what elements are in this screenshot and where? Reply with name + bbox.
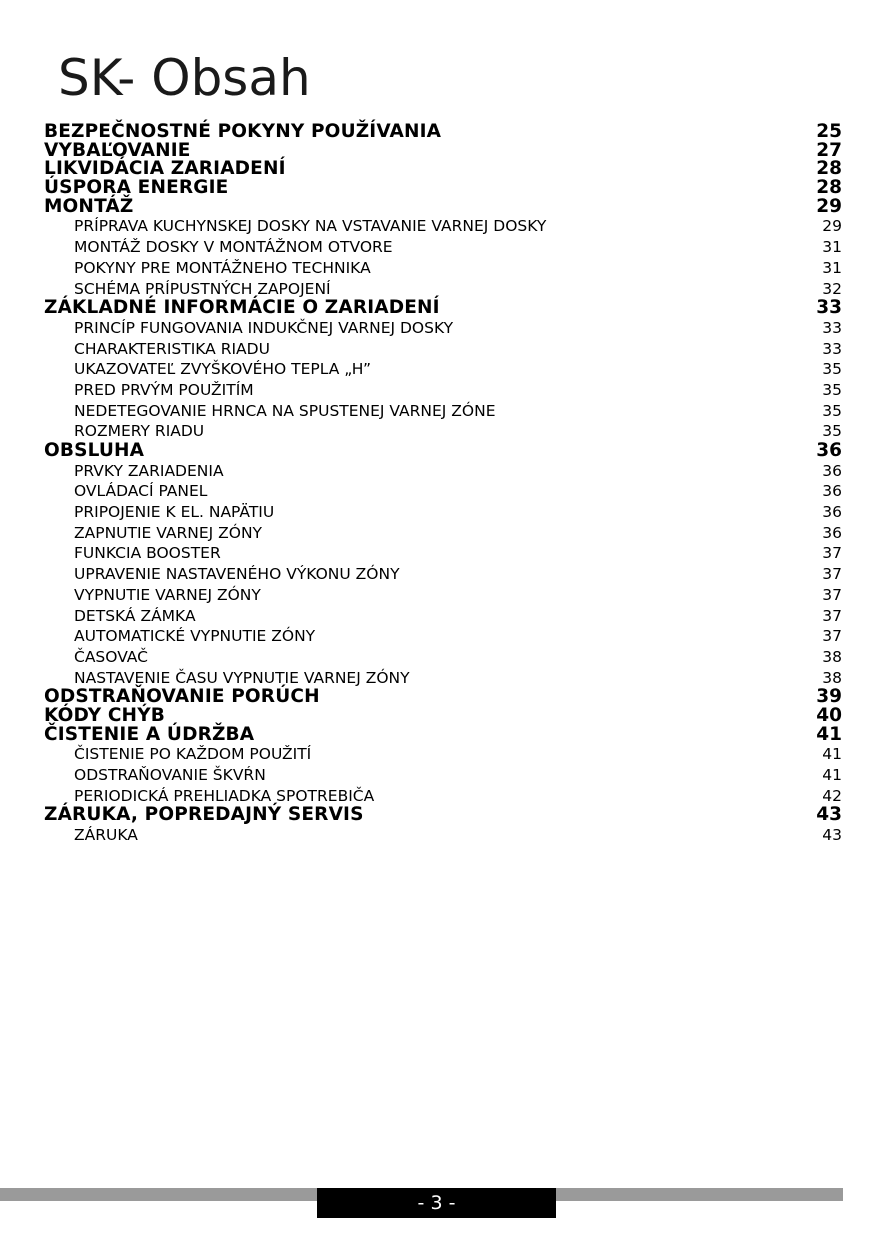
toc-entry-page: 37 <box>822 544 842 563</box>
toc-entry-label: ODSTRAŇOVANIE PORÚCH <box>44 686 320 708</box>
toc-entry-label: ZAPNUTIE VARNEJ ZÓNY <box>74 523 263 542</box>
toc-section <box>44 481 842 502</box>
toc-entry-page: 37 <box>822 627 842 646</box>
toc-section <box>44 339 842 360</box>
toc-entry-page: 36 <box>822 523 842 542</box>
toc-entry-page: 28 <box>816 177 842 199</box>
toc-chapter <box>44 195 842 217</box>
toc-entry-label: DETSKÁ ZÁMKA <box>74 606 196 625</box>
toc-entry-page: 40 <box>816 704 842 726</box>
toc-entry-label: PRVKY ZARIADENIA <box>74 461 224 480</box>
toc-entry-page: 41 <box>822 745 842 764</box>
toc-entry-page: 29 <box>822 217 842 236</box>
toc-entry-label: LIKVIDÁCIA ZARIADENÍ <box>44 158 286 180</box>
toc-entry-label: MONTÁŽ <box>44 195 134 217</box>
toc-entry-label: ČISTENIE A ÚDRŽBA <box>44 723 255 745</box>
toc-entry-label: ČISTENIE PO KAŽDOM POUŽITÍ <box>74 745 312 764</box>
toc-section <box>44 502 842 523</box>
toc-section <box>44 401 842 422</box>
table-of-contents <box>44 123 842 846</box>
toc-entry-page: 38 <box>822 647 842 666</box>
toc-entry-page: 42 <box>822 786 842 805</box>
toc-entry-label: ZÁKLADNÉ INFORMÁCIE O ZARIADENÍ <box>44 297 440 319</box>
toc-section <box>44 523 842 544</box>
toc-section <box>44 744 842 765</box>
toc-chapter <box>44 123 842 142</box>
toc-entry-page: 37 <box>822 565 842 584</box>
toc-entry-page: 43 <box>822 826 842 845</box>
footer-page-number: - 3 - <box>317 1188 556 1218</box>
toc-entry-page: 41 <box>822 766 842 784</box>
toc-entry-page: 37 <box>822 606 842 625</box>
toc-entry-page: 35 <box>822 401 842 420</box>
toc-section <box>44 237 842 258</box>
toc-entry-label: UPRAVENIE NASTAVENÉHO VÝKONU ZÓNY <box>74 565 400 584</box>
toc-entry-label: ÚSPORA ENERGIE <box>44 177 229 199</box>
toc-entry-page: 36 <box>822 503 842 522</box>
toc-entry-page: 36 <box>816 440 842 461</box>
toc-entry-page: 35 <box>822 380 842 399</box>
toc-section <box>44 585 842 606</box>
toc-chapter <box>44 806 842 825</box>
toc-section <box>44 606 842 627</box>
toc-entry-page: 33 <box>822 339 842 358</box>
toc-section <box>44 825 842 846</box>
toc-entry-label: PERIODICKÁ PREHLIADKA SPOTREBIČA <box>74 786 375 805</box>
toc-section <box>44 765 842 786</box>
toc-entry-label: SCHÉMA PRÍPUSTNÝCH ZAPOJENÍ <box>74 279 331 298</box>
toc-entry-page: 35 <box>822 422 842 441</box>
toc-entry-label: VYPNUTIE VARNEJ ZÓNY <box>74 585 261 604</box>
toc-entry-page: 36 <box>822 482 842 501</box>
toc-entry-page: 25 <box>816 121 842 142</box>
toc-section <box>44 421 842 442</box>
toc-entry-label: NEDETEGOVANIE HRNCA NA SPUSTENEJ VARNEJ ZÓNE <box>74 401 496 420</box>
toc-entry-page: 35 <box>822 360 842 379</box>
toc-entry-page: 33 <box>816 297 842 319</box>
toc-entry-label: PRINCÍP FUNGOVANIA INDUKČNEJ VARNEJ DOSKY <box>74 318 454 337</box>
toc-entry-label: UKAZOVATEĽ ZVYŠKOVÉHO TEPLA „H” <box>74 360 371 379</box>
toc-entry-label: PRÍPRAVA KUCHYNSKEJ DOSKY NA VSTAVANIE VARNEJ DOSKY <box>74 217 547 236</box>
toc-entry-label: NASTAVENIE ČASU VYPNUTIE VARNEJ ZÓNY <box>74 668 410 687</box>
toc-entry-page: 28 <box>816 158 842 180</box>
toc-entry-label: POKYNY PRE MONTÁŽNEHO TECHNIKA <box>74 258 371 277</box>
toc-entry-label: ROZMERY RIADU <box>74 422 205 441</box>
toc-entry-page: 43 <box>816 804 842 826</box>
toc-entry-label: MONTÁŽ DOSKY V MONTÁŽNOM OTVORE <box>74 238 393 257</box>
toc-entry-label: OBSLUHA <box>44 440 145 461</box>
toc-entry-page: 32 <box>822 279 842 298</box>
toc-entry-label: ČASOVAČ <box>74 647 148 666</box>
toc-entry-page: 41 <box>816 723 842 745</box>
toc-entry-label: ODSTRAŇOVANIE ŠKVŔN <box>74 766 266 784</box>
toc-section <box>44 647 842 668</box>
toc-entry-label: CHARAKTERISTIKA RIADU <box>74 339 270 358</box>
toc-entry-page: 31 <box>822 258 842 277</box>
toc-entry-label: VYBAĽOVANIE <box>44 139 191 161</box>
page-title: SK- Obsah <box>58 49 311 107</box>
toc-entry-label: BEZPEČNOSTNÉ POKYNY POUŽÍVANIA <box>44 121 442 142</box>
toc-entry-page: 38 <box>822 668 842 687</box>
toc-entry-page: 33 <box>822 318 842 337</box>
toc-chapter <box>44 442 842 461</box>
toc-entry-page: 27 <box>816 139 842 161</box>
toc-entry-page: 37 <box>822 585 842 604</box>
toc-section <box>44 258 842 279</box>
toc-section <box>44 626 842 647</box>
toc-chapter <box>44 179 842 198</box>
toc-chapter <box>44 723 842 745</box>
toc-entry-label: KÓDY CHÝB <box>44 704 165 726</box>
toc-entry-label: PRIPOJENIE K EL. NAPÄTIU <box>74 503 275 522</box>
toc-entry-page: 36 <box>822 461 842 480</box>
toc-section <box>44 216 842 237</box>
toc-section <box>44 564 842 585</box>
toc-entry-label: FUNKCIA BOOSTER <box>74 544 221 563</box>
toc-entry-page: 29 <box>816 195 842 217</box>
toc-section <box>44 380 842 401</box>
toc-entry-label: AUTOMATICKÉ VYPNUTIE ZÓNY <box>74 627 316 646</box>
toc-chapter <box>44 704 842 726</box>
toc-section <box>44 461 842 482</box>
toc-entry-page: 39 <box>816 686 842 708</box>
toc-chapter <box>44 299 842 318</box>
toc-entry-label: OVLÁDACÍ PANEL <box>74 482 208 501</box>
toc-entry-label: ZÁRUKA, POPREDAJNÝ SERVIS <box>44 804 364 826</box>
toc-section <box>44 318 842 339</box>
toc-section <box>44 359 842 380</box>
toc-section <box>44 543 842 564</box>
toc-entry-label: PRED PRVÝM POUŽITÍM <box>74 380 254 399</box>
toc-entry-label: ZÁRUKA <box>74 826 138 845</box>
toc-entry-page: 31 <box>822 238 842 257</box>
